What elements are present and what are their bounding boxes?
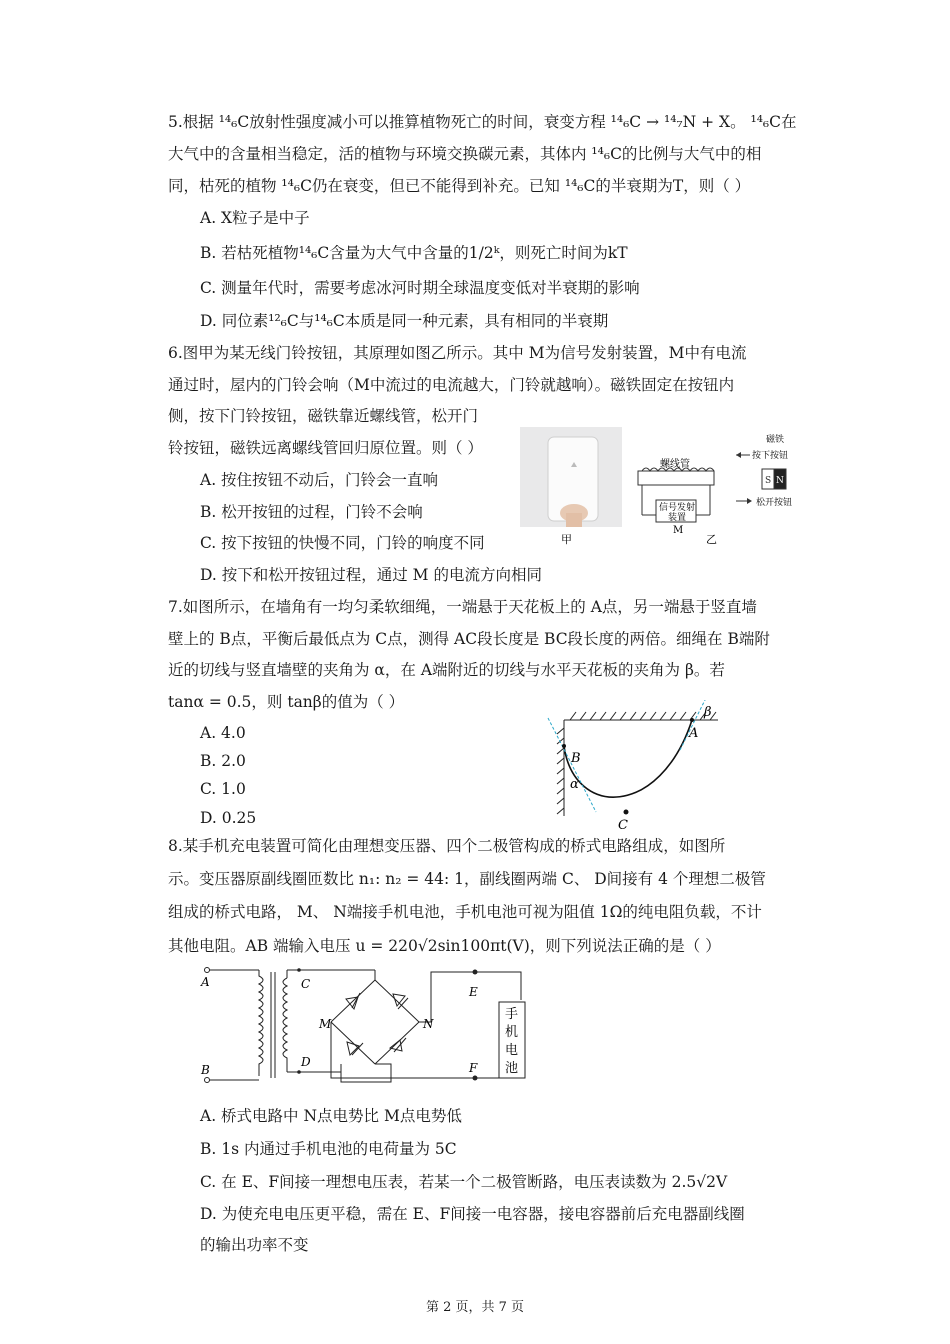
battery-label-4: 池: [505, 1061, 519, 1076]
q5-stem-line-1: 5.根据 ¹⁴₆C放射性强度减小可以推算植物死亡的时间，衰变方程 ¹⁴₆C → ¹⁴₇N + X。 ¹⁴₆C在: [168, 113, 797, 131]
q8-option-a: A. 桥式电路中 N点电势比 M点电势低: [200, 1107, 462, 1125]
node-c: [297, 968, 301, 972]
q7-option-b: B. 2.0: [200, 752, 246, 770]
fig-alpha-label: α: [570, 777, 579, 792]
terminal-b: [205, 1078, 210, 1083]
tangent-at-a: [680, 700, 706, 750]
q8-stem-line-1: 8.某手机充电装置可简化由理想变压器、四个二极管构成的桥式电路组成，如图所: [168, 837, 726, 855]
fig-solenoid-label: 螺线管: [660, 459, 690, 470]
page-footer: 第 2 页，共 7 页: [425, 1300, 525, 1315]
q7-stem-line-1: 7.如图所示，在墙角有一均匀柔软细绳，一端悬于天花板上的 A点，另一端悬于竖直墙: [168, 598, 757, 616]
point-b: [562, 744, 566, 748]
q8-option-c: C. 在 E、F间接一理想电压表，若某一个二极管断路，电压表读数为 2.5√2V: [200, 1173, 728, 1191]
magnet-s-label: S: [765, 476, 772, 486]
fig-a-label: A: [689, 726, 699, 741]
q5-option-d: D. 同位素¹²₆C与¹⁴₆C本质是同一种元素，具有相同的半衰期: [200, 312, 609, 330]
q6-option-a: A. 按住按钮不动后，门铃会一直响: [200, 471, 439, 489]
fig-beta-label: β: [704, 705, 712, 720]
q7-stem-line-2: 壁上的 B点，平衡后最低点为 C点，测得 AC段长度是 BC段长度的两倍。细绳在 B端附: [168, 630, 770, 648]
node-e: [473, 970, 478, 975]
q8-stem-line-4: 其他电阻。AB 端输入电压 u = 220√2sin100πt(V)，则下列说法正确的是（ ）: [168, 937, 721, 955]
arrow-press-head: [736, 452, 741, 458]
q8-stem-line-3: 组成的桥式电路， M、 N端接手机电池，手机电池可视为阻值 1Ω的纯电阻负载，不计: [168, 903, 762, 921]
fig-release-label: 松开按钮: [756, 498, 793, 508]
fig-b-label: B: [201, 1063, 210, 1077]
q7-stem-line-3: 近的切线与竖直墙壁的夹角为 α，在 A端附近的切线与水平天花板的夹角为 β。若: [168, 661, 725, 679]
q6-option-b: B. 松开按钮的过程，门铃不会响: [200, 503, 423, 521]
fig-e-label: E: [469, 985, 478, 999]
point-c: [624, 810, 629, 815]
fig-m-label: M: [319, 1017, 332, 1031]
fig-c-label: C: [301, 977, 311, 991]
q8-option-d-line-1: D. 为使充电电压更平稳，需在 E、F间接一电容器，接电容器前后充电器副线圈: [200, 1205, 745, 1223]
q6-doorbell-figure: [516, 425, 816, 550]
fig-label-jia: 甲: [561, 533, 572, 546]
q6-option-d: D. 按下和松开按钮过程，通过 M 的电流方向相同: [200, 566, 542, 584]
battery-label-2: 机: [505, 1025, 519, 1040]
q7-stem-line-4: tanα = 0.5，则 tanβ的值为（ ）: [168, 693, 405, 711]
fig-press-label: 按下按钮: [752, 451, 789, 461]
doorbell-photo: [520, 427, 622, 527]
point-a: [690, 718, 694, 722]
fig-label-yi: 乙: [706, 533, 717, 546]
fig-device-label-2: 装置: [668, 513, 687, 523]
battery-label-3: 电: [505, 1043, 519, 1058]
q6-stem-line-1: 6.图甲为某无线门铃按钮，其原理如图乙所示。其中 M为信号发射装置，M中有电流: [168, 344, 747, 362]
q7-option-d: D. 0.25: [200, 809, 257, 827]
fig-f-label: F: [469, 1061, 478, 1075]
node-f: [473, 1076, 478, 1081]
q5-stem-line-2: 大气中的含量相当稳定，活的植物与环境交换碳元素，其体内 ¹⁴₆C的比例与大气中的相: [168, 145, 762, 163]
arrow-release-head: [747, 498, 752, 504]
q8-option-d-line-2: 的输出功率不变: [200, 1236, 309, 1254]
q8-option-b: B. 1s 内通过手机电池的电荷量为 5C: [200, 1140, 457, 1158]
q6-option-c: C. 按下按钮的快慢不同，门铃的响度不同: [200, 534, 485, 552]
fig-n-label: N: [423, 1017, 434, 1031]
q6-stem-line-2: 通过时，屋内的门铃会响（M中流过的电流越大，门铃就越响）。磁铁固定在按钮内: [168, 376, 735, 394]
q8-stem-line-2: 示。变压器原副线圈匝数比 n₁: n₂ = 44: 1，副线圈两端 C、 D间接有 4 个理想二极管: [168, 870, 766, 888]
fig-a-label: A: [201, 975, 210, 989]
fig-device-label-1: 信号发射: [659, 503, 696, 513]
fig-b-label: B: [571, 751, 581, 766]
q6-stem-line-3: 侧，按下门铃按钮，磁铁靠近螺线管，松开门: [168, 407, 479, 425]
q7-rope-figure: [540, 700, 730, 836]
battery-label-1: 手: [505, 1007, 519, 1022]
magnet-n-label: N: [776, 476, 784, 486]
rope-curve: [564, 720, 692, 797]
terminal-a: [205, 968, 210, 973]
fig-magnet-label: 磁铁: [766, 435, 785, 445]
q7-option-c: C. 1.0: [200, 780, 246, 798]
node-d: [297, 1070, 301, 1074]
fig-c-label: C: [618, 818, 628, 833]
fig-d-label: D: [301, 1055, 311, 1069]
q5-stem-line-3: 同，枯死的植物 ¹⁴₆C仍在衰变，但已不能得到补充。已知 ¹⁴₆C的半衰期为T，则（ ）: [168, 177, 751, 195]
q7-option-a: A. 4.0: [200, 724, 246, 742]
q5-option-a: A. X粒子是中子: [200, 209, 310, 227]
fig-m-label: M: [673, 525, 684, 536]
q5-option-b: B. 若枯死植物¹⁴₆C含量为大气中含量的1/2ᵏ，则死亡时间为kT: [200, 244, 628, 262]
q6-stem-line-4: 铃按钮，磁铁远离螺线管回归原位置。则（ ）: [168, 439, 483, 457]
q5-option-c: C. 测量年代时，需要考虑冰河时期全球温度变低对半衰期的影响: [200, 279, 640, 297]
q8-circuit-figure: [195, 960, 555, 1090]
